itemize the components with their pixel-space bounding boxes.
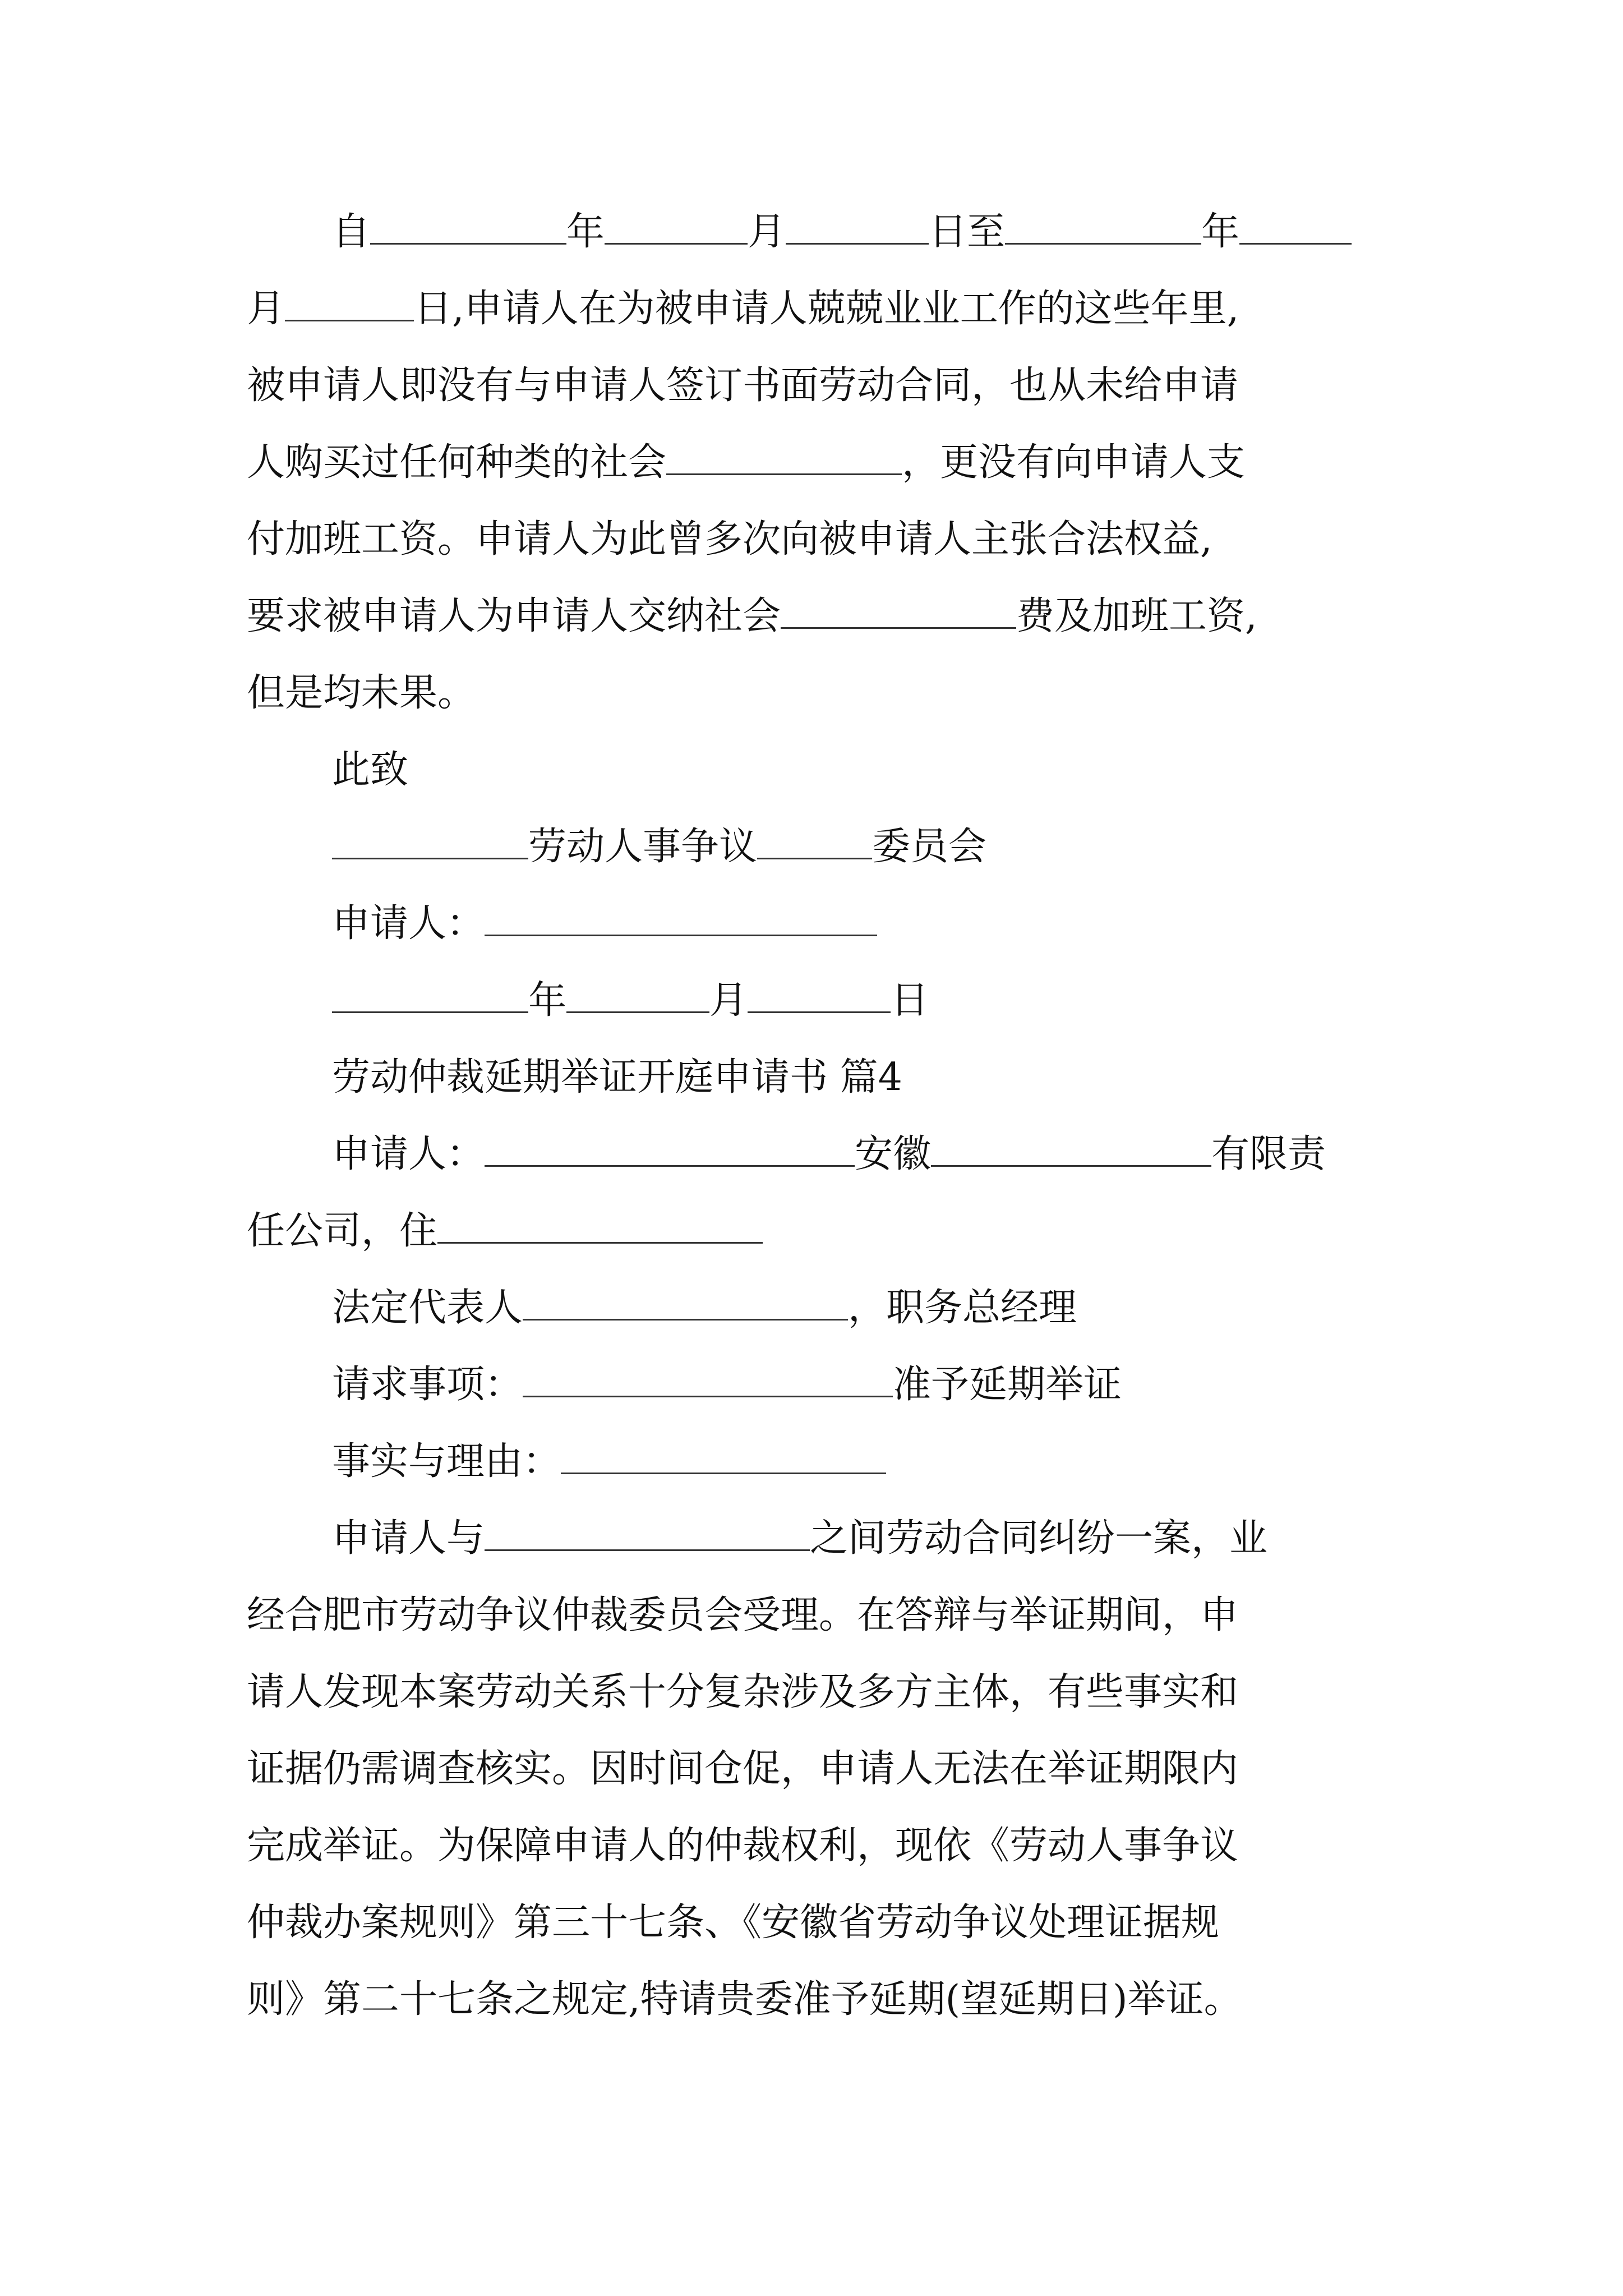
text: 申请人：	[332, 1132, 485, 1176]
p1-line-5: 付加班工资。申请人为此曾多次向被申请人主张合法权益,	[247, 517, 1212, 562]
text: 申请人：	[332, 901, 485, 946]
body-line-6: 仲裁办案规则》第三十七条、《安徽省劳动争议处理证据规	[247, 1901, 1220, 1945]
address-line	[247, 1193, 1391, 1269]
committee-line	[247, 808, 1391, 885]
body-line-7: 则》第二十七条之规定,特请贵委准予延期(望延期日)举证。	[247, 1977, 1242, 2022]
blank-field	[285, 287, 414, 321]
text: 日,申请人在为被申请人兢兢业业工作的这些年里,	[414, 287, 1239, 331]
text: 年	[1201, 210, 1240, 254]
body-line-5: 完成举证。为保障申请人的仲裁权利，现依《劳动人事争议	[247, 1824, 1239, 1868]
blank-field	[332, 979, 528, 1013]
blank-field	[1005, 210, 1201, 245]
blank-field	[523, 1286, 848, 1320]
body-line-4: 证据仍需调查核实。因时间仓促，申请人无法在举证期限内	[247, 1747, 1239, 1791]
date-line	[247, 962, 1391, 1039]
text: 准予延期举证	[893, 1363, 1122, 1407]
text: 安徽	[855, 1132, 932, 1176]
text: ，更没有向申请人支	[902, 440, 1246, 485]
p1-line-7: 但是均未果。	[247, 671, 476, 715]
text: 之间劳动合同纠纷一案，业	[810, 1516, 1268, 1561]
document-body	[247, 194, 1391, 2038]
blank-field	[485, 1517, 810, 1551]
blank-field	[332, 825, 528, 859]
applicant-signature-line	[247, 885, 1391, 962]
blank-field	[786, 210, 929, 245]
text: 申请人与	[332, 1516, 485, 1561]
blank-field	[437, 1209, 763, 1244]
text: 任公司，住	[247, 1209, 438, 1253]
blank-field	[370, 210, 566, 245]
text: 委员会	[872, 825, 987, 869]
text: 月	[247, 287, 285, 331]
text: 月	[748, 210, 786, 254]
text: 费及加班工资,	[1016, 594, 1257, 638]
text: 请求事项：	[332, 1363, 523, 1407]
text: 法定代表人	[332, 1286, 523, 1330]
blank-field	[485, 902, 877, 936]
p1-line-1	[247, 194, 1391, 270]
blank-field	[757, 825, 872, 859]
text: 年	[566, 210, 605, 254]
blank-field	[561, 1440, 886, 1474]
blank-field	[523, 1363, 893, 1397]
text: 劳动人事争议	[528, 825, 758, 869]
text: 自	[332, 210, 371, 254]
text: 日至	[929, 210, 1006, 254]
p1-line-2	[247, 270, 1391, 347]
text: 有限责	[1211, 1132, 1326, 1176]
blank-field	[748, 979, 891, 1013]
blank-field	[1239, 210, 1352, 245]
text: 要求被申请人为申请人交纳社会	[247, 594, 781, 638]
text: 年	[528, 978, 567, 1023]
text: 日	[891, 978, 929, 1023]
blank-field	[566, 979, 709, 1013]
text: ，职务总经理	[848, 1286, 1077, 1330]
greeting: 此致	[332, 748, 409, 792]
p1-line-4	[247, 424, 1391, 501]
body-line-3: 请人发现本案劳动关系十分复杂涉及多方主体，有些事实和	[247, 1670, 1239, 1714]
blank-field	[781, 595, 1016, 629]
legal-rep-line	[247, 1269, 1391, 1346]
body-line-2: 经合肥市劳动争议仲裁委员会受理。在答辩与举证期间，申	[247, 1593, 1239, 1637]
p1-line-3: 被申请人即没有与申请人签订书面劳动合同，也从未给申请	[247, 364, 1239, 408]
blank-field	[605, 210, 748, 245]
body-line-1	[247, 1500, 1391, 1577]
blank-field	[931, 1133, 1211, 1167]
p1-line-6	[247, 578, 1391, 655]
facts-label-line	[247, 1423, 1391, 1500]
applicant-line	[247, 1116, 1391, 1193]
request-line	[247, 1346, 1391, 1423]
blank-field	[485, 1133, 855, 1167]
text: 人购买过任何种类的社会	[247, 440, 667, 485]
blank-field	[666, 441, 902, 475]
section-heading: 劳动仲裁延期举证开庭申请书 篇4	[332, 1055, 902, 1099]
text: 月	[709, 978, 748, 1023]
text: 事实与理由：	[332, 1439, 561, 1484]
